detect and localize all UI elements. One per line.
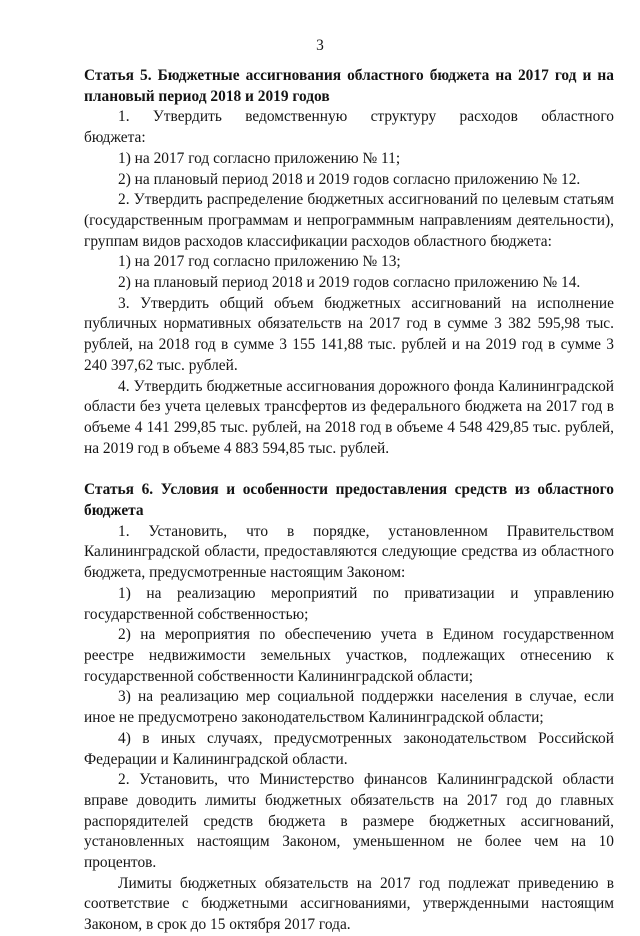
article-5-heading: Статья 5. Бюджетные ассигнования областного бюджета на 2017 год и на плановый период 2018 и 2019 годов xyxy=(84,67,614,105)
article-6-item-1-3: 3) на реализацию мер социальной поддержки населения в случае, если иное не предусмотрено законодательством Калининградской области; xyxy=(84,688,614,727)
article-6 xyxy=(84,480,614,935)
article-5-paragraph-2: 2. Утвердить распределение бюджетных ассигнований по целевым статьям (государственным программам и непрограммным направлениям деятельности), группам видов расходов классификации расходов областного бюджета: xyxy=(84,191,614,250)
section-spacer xyxy=(84,459,614,480)
article-6-heading: Статья 6. Условия и особенности предоставления средств из областного бюджета xyxy=(84,481,614,520)
article-5-paragraph-4: 4. Утвердить бюджетные ассигнования дорожного фонда Калининградской области без учета целевых трансфертов из федерального бюджета на 2017 год в объеме 4 141 299,85 тыс. рублей, на 2018 год в объеме 4 548 429,85 тыс. рублей, на 2019 год в объеме 4 883 594,85 тыс. рублей. xyxy=(84,377,614,457)
article-6-paragraph-1: 1. Установить, что в порядке, установленном Правительством Калининградской области, предоставляются следующие средства из областного бюджета, предусмотренные настоящим Законом: xyxy=(84,522,614,582)
article-6-item-1-4: 4) в иных случаях, предусмотренных законодательством Российской Федерации и Калининградской области. xyxy=(84,729,614,768)
article-6-paragraph-3: Лимиты бюджетных обязательств на 2017 год подлежат приведению в соответствие с бюджетными ассигнованиями, утвержденными настоящим Законом, в срок до 15 октября 2017 года. xyxy=(84,874,614,934)
article-5-paragraph-1: 1. Утвердить ведомственную структуру расходов областного бюджета: xyxy=(84,108,614,147)
page-number: 3 xyxy=(316,37,324,54)
article-6-paragraph-2: 2. Установить, что Министерство финансов Калининградской области вправе доводить лимиты бюджетных обязательств на 2017 год до главных распорядителей средств бюджета в размере бюджетных ассигнований, установленных настоящим Законом, уменьшенном не более чем на 10 процентов. xyxy=(84,771,614,872)
article-5-item-2-1: 1) на 2017 год согласно приложению № 13; xyxy=(118,253,401,271)
article-5-paragraph-3: 3. Утвердить общий объем бюджетных ассигнований на исполнение публичных нормативных обязательств на 2017 год в сумме 3 382 595,98 тыс. рублей, на 2018 год в сумме 3 155 141,88 тыс. рублей и на 2019 год в сумме 3 240 397,62 тыс. рублей. xyxy=(84,294,614,374)
document-body xyxy=(84,66,614,936)
article-6-item-1-1: 1) на реализацию мероприятий по приватизации и управлению государственной собственностью; xyxy=(84,584,614,623)
article-6-item-1-2: 2) на мероприятия по обеспечению учета в Едином государственном реестре недвижимости земельных участков, подлежащих отнесению к государственной собственности Калининградской области; xyxy=(84,626,614,685)
article-5-item-1-2: 2) на плановый период 2018 и 2019 годов согласно приложению № 12. xyxy=(118,170,581,188)
article-5-item-1-1: 1) на 2017 год согласно приложению № 11; xyxy=(118,149,401,167)
article-5-item-2-2: 2) на плановый период 2018 и 2019 годов согласно приложению № 14. xyxy=(118,274,581,292)
article-5 xyxy=(84,66,614,459)
